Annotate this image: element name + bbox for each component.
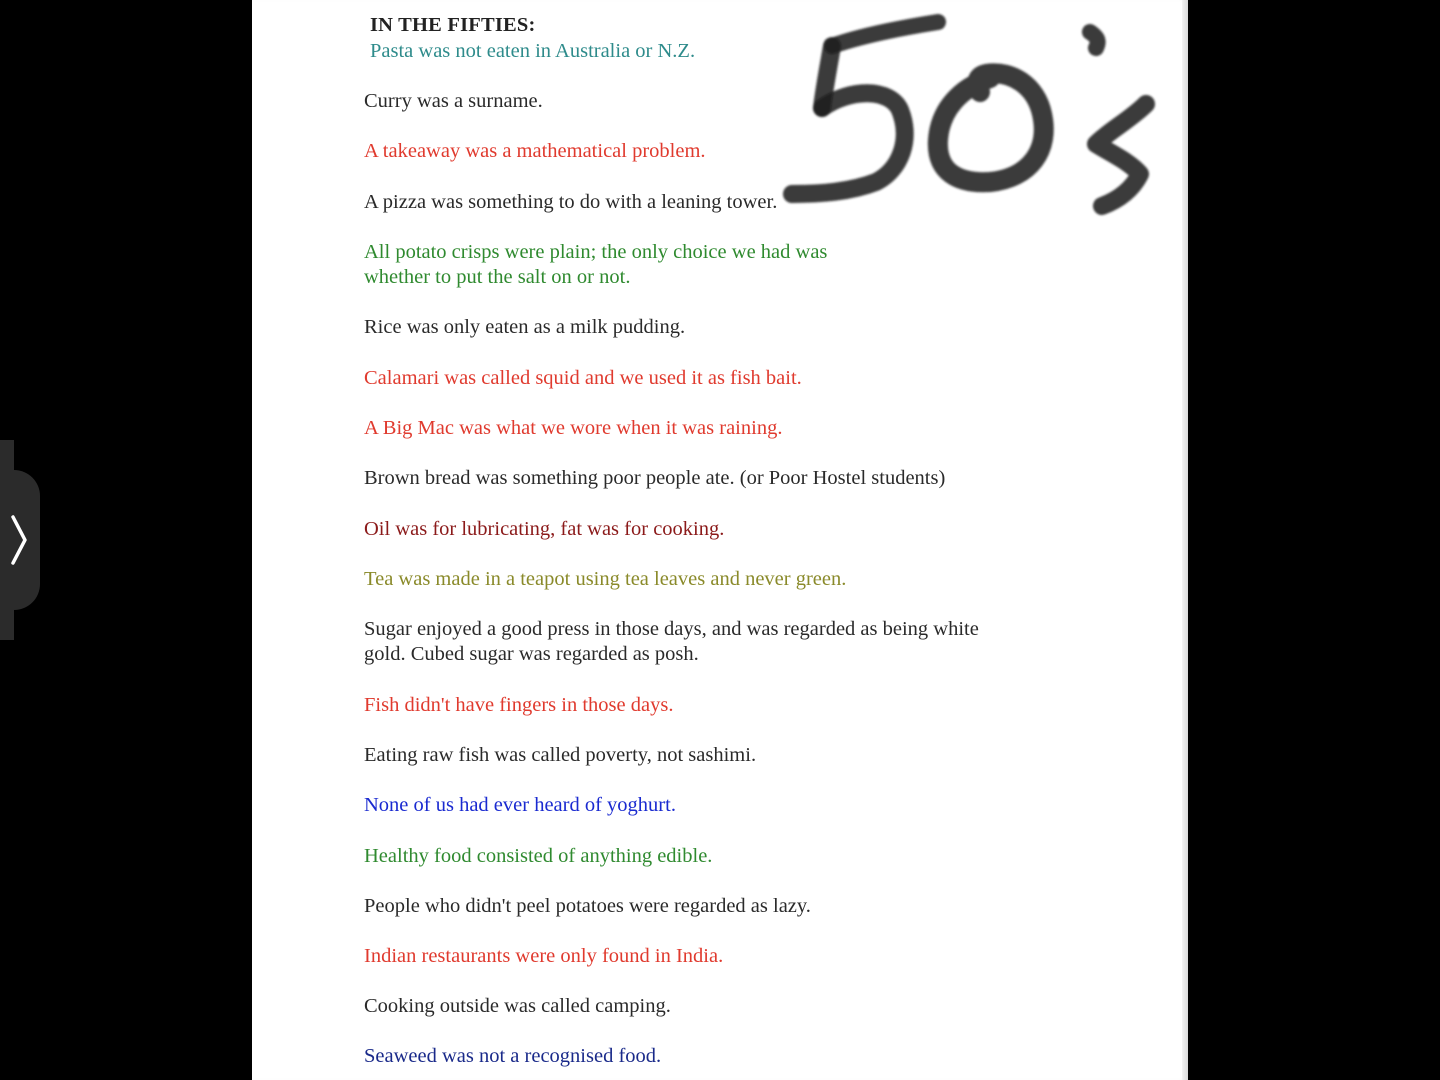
document-line: Indian restaurants were only found in India. [364,945,724,967]
document-line: A pizza was something to do with a leaning tower. [364,191,778,213]
document-line: None of us had ever heard of yoghurt. [364,794,676,816]
page-edge [1182,0,1188,1080]
document-line: A takeaway was a mathematical problem. [364,140,706,162]
sidebar-toggle-button[interactable] [0,470,40,610]
document-heading: IN THE FIFTIES: [370,14,536,36]
document-line: People who didn't peel potatoes were regarded as lazy. [364,895,811,917]
document-line: Sugar enjoyed a good press in those days, and was regarded as being white [364,618,979,640]
document-line: All potato crisps were plain; the only choice we had was [364,241,828,263]
document-line: Seaweed was not a recognised food. [364,1045,662,1067]
document-line: Oil was for lubricating, fat was for cooking. [364,518,725,540]
document-line: Cooking outside was called camping. [364,995,671,1017]
document-line: Healthy food consisted of anything edible. [364,845,713,867]
document-line: Fish didn't have fingers in those days. [364,694,674,716]
document-line: Curry was a surname. [364,90,543,112]
document-line: Tea was made in a teapot using tea leaves and never green. [364,568,847,590]
document-page[interactable] [252,0,1188,1080]
document-line: Calamari was called squid and we used it as fish bait. [364,367,802,389]
document-line: Pasta was not eaten in Australia or N.Z. [370,40,696,62]
document-line: Eating raw fish was called poverty, not sashimi. [364,744,757,766]
document-line: whether to put the salt on or not. [364,266,631,288]
document-line: Brown bread was something poor people ate. (or Poor Hostel students) [364,467,946,489]
document-line: A Big Mac was what we wore when it was raining. [364,417,783,439]
document-line: gold. Cubed sugar was regarded as posh. [364,643,699,665]
document-line: Rice was only eaten as a milk pudding. [364,316,686,338]
chevron-right-icon [8,514,30,566]
